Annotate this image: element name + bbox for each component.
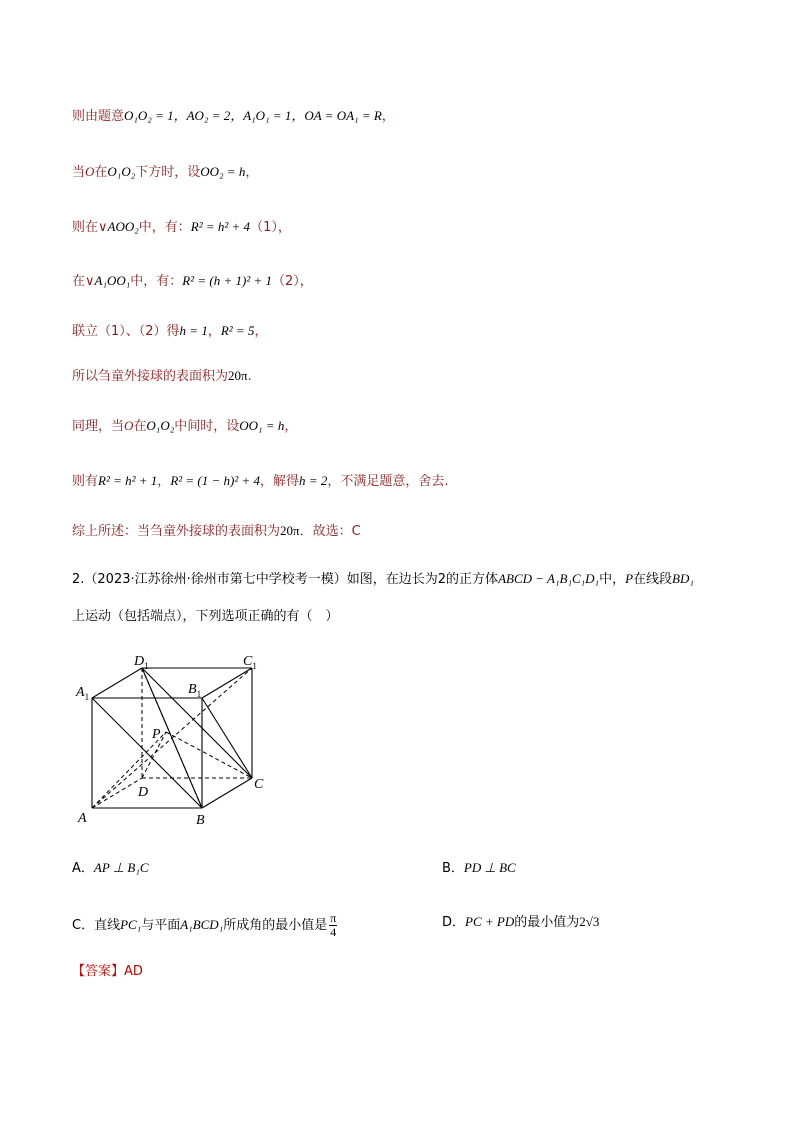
text: 则有 [72,474,99,489]
text: 当 [72,165,86,180]
cube-figure [70,650,270,830]
solution-line-5 [72,321,267,342]
math: A₁OO₁ [94,273,131,288]
option-label: C．直线 [72,918,121,933]
edge-BC [202,778,252,808]
math: 2√3 [579,914,600,929]
text: 的正方体 [446,572,499,587]
question-line-1 [72,569,694,590]
math: O [124,418,134,433]
question-line-2: 上运动（包括端点），下列选项正确的有（ ） [72,609,339,624]
math: R² = h² + 1 [98,473,158,488]
option-label: B． [442,861,464,876]
solution-line-9 [72,521,361,542]
math: 20π [228,368,248,383]
text: ， [207,324,221,339]
fraction-numerator: π [330,911,337,925]
math: ABCD − A₁B₁C₁D₁ [498,571,600,586]
option-label: A． [72,861,94,876]
label-D1: $D_1$ [134,654,149,671]
math: h = 1 [179,323,208,338]
math: PD ⊥ BC [463,860,516,875]
option-b[interactable] [442,858,516,879]
math: OO₁ = h [239,418,285,433]
math: AP ⊥ B₁C [93,860,149,875]
solution-line-1 [72,106,395,127]
solution-line-8 [72,471,448,492]
math: O₁O₂ [146,418,175,433]
label-A1: $A_1$ [76,685,90,702]
option-a[interactable] [72,858,149,879]
text: 则在∨ [72,220,108,235]
solution-line-7 [72,416,297,437]
text: ，解得 [260,474,300,489]
fraction-denominator: 4 [330,925,337,939]
text: （2）， [272,274,313,289]
label-A: A [78,811,87,826]
math: O₁O₂ = 1，AO₂ = 2，A₁O₁ = 1，OA = OA₁ = R [124,108,382,123]
text: 则由题意 [72,109,125,124]
option-label: D． [442,915,466,930]
text: 中，有： [138,220,191,235]
text: ，不满足题意，舍去. [327,474,449,489]
math: OO₂ = h [200,164,246,179]
answer-value: AD [124,964,143,979]
math: AOO₂ [107,219,139,234]
label-P: P [152,727,161,742]
text: ， [284,419,298,434]
text: ．故选：C [299,524,361,539]
edge-A1D1 [92,668,142,698]
text: . [247,369,252,384]
math: O [85,164,95,179]
math: BD₁ [672,571,694,586]
math: 20π [280,523,300,538]
solution-line-4 [72,271,313,292]
math: R² = 5 [220,323,255,338]
text: 所成角的最小值是 [223,918,328,933]
solution-line-2 [72,162,258,183]
option-c[interactable] [72,912,337,939]
solution-line-3 [72,217,291,238]
number: 2 [437,572,447,587]
answer-line [72,960,143,979]
text: 下方时，设 [135,165,201,180]
text: 在∨ [72,274,95,289]
math: P [625,571,634,586]
text: 同理，当 [72,419,125,434]
option-d[interactable] [442,912,599,933]
text: 中， [599,572,626,587]
text: 在线段 [633,572,673,587]
text: 2.（2023·江苏徐州·徐州市第七中学校考一模）如图，在边长为 [72,572,438,587]
text: 中间时，设 [174,419,240,434]
edge-B1C1 [202,668,252,698]
solution-line-6 [72,366,252,387]
answer-tag: 【答案】 [72,964,125,979]
math: O₁O₂ [107,164,136,179]
label-C1: $C_1$ [243,654,257,671]
text: 在 [133,419,147,434]
label-C: C [254,777,264,792]
text: 与平面 [141,918,181,933]
text: 的最小值为 [514,915,580,930]
text: ， [245,165,259,180]
math: PC + PD [465,914,515,929]
label-D: D [138,785,149,800]
math: PC₁ [120,917,142,932]
text: ， [254,324,268,339]
math: R² = h² + 4 [190,219,251,234]
text: ， [157,474,171,489]
math: R² = (1 − h)² + 4 [170,473,261,488]
segment-AP [92,732,166,808]
math: h = 2 [299,473,328,488]
text: 在 [94,165,108,180]
fraction [329,912,337,939]
text: 联立（1）、（2）得 [72,324,180,339]
text: （1）， [250,220,291,235]
text: 中，有： [130,274,183,289]
segment-B1C [202,698,252,778]
label-B: B [196,813,205,828]
math: R² = (h + 1)² + 1 [182,273,273,288]
math: A₁BCD₁ [180,917,224,932]
text: 综上所述：当刍童外接球的表面积为 [72,524,281,539]
text: 所以刍童外接球的表面积为 [72,369,229,384]
label-B1: $B_1$ [188,682,202,699]
segment-D1C [142,668,252,778]
segment-AC1 [92,668,252,808]
text: ， [381,109,395,124]
